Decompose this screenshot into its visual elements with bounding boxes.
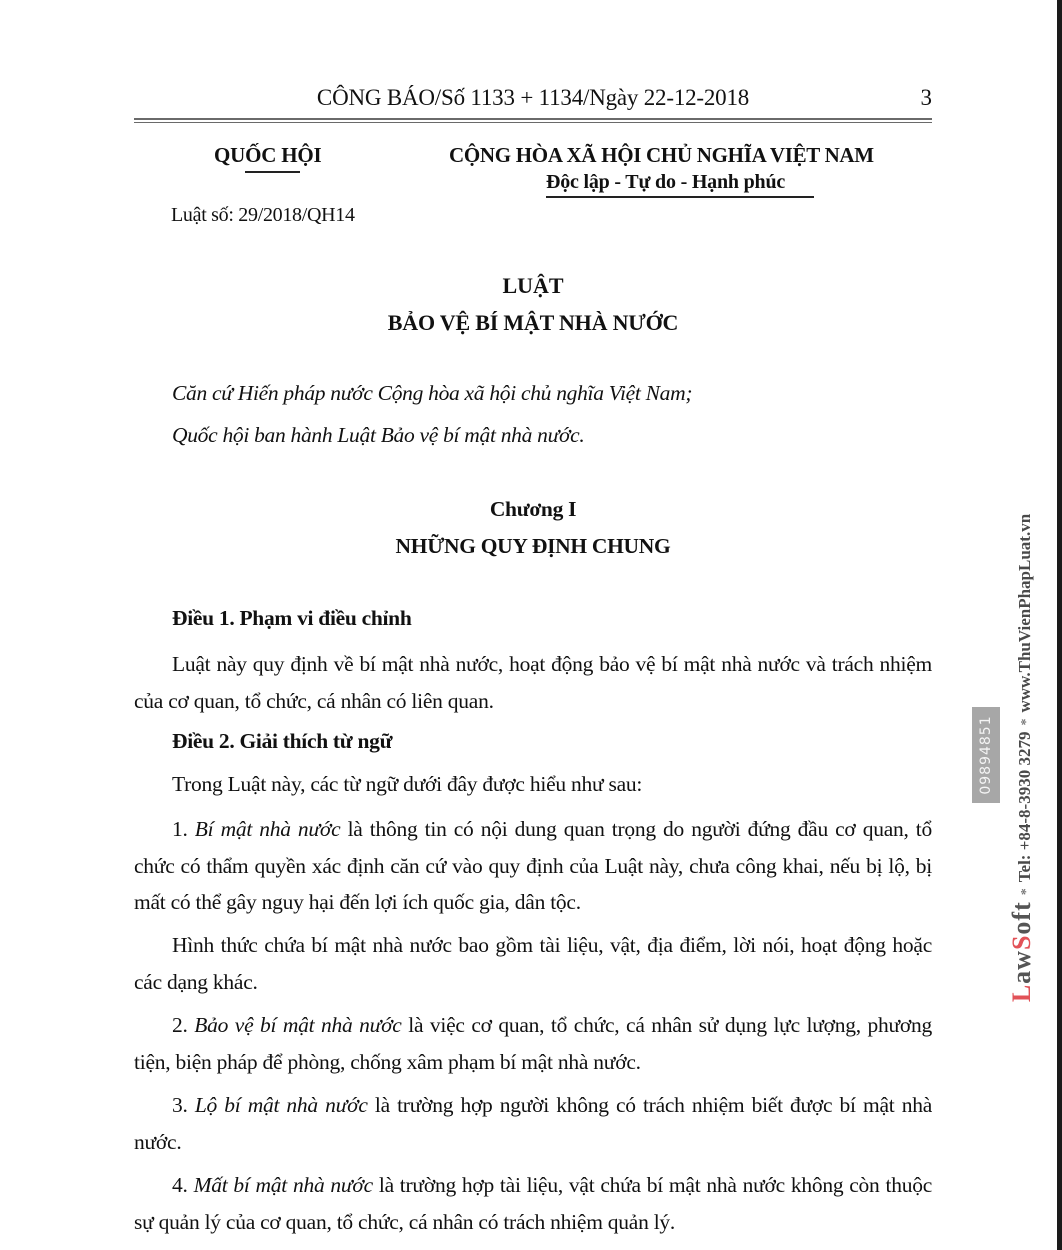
nation-name: CỘNG HÒA XÃ HỘI CHỦ NGHĨA VIỆT NAM <box>449 143 874 167</box>
publisher-phone: Tel: +84-8-3930 3279 <box>1015 731 1034 883</box>
article-paragraph <box>134 646 932 719</box>
definition-number: 4. <box>172 1173 188 1197</box>
brand-logo: LawSoft <box>1007 901 1036 1003</box>
publisher-website: www.ThuVienPhapLuat.vn <box>1015 513 1034 713</box>
window-edge <box>1057 0 1062 1250</box>
document-type-title: LUẬT <box>502 273 564 298</box>
article-heading: Điều 1. Phạm vi điều chỉnh <box>172 606 412 630</box>
preamble-line: Quốc hội ban hành Luật Bảo vệ bí mật nhà nước. <box>172 423 585 447</box>
definition-item <box>134 1167 932 1240</box>
definition-item <box>134 1087 932 1160</box>
law-number: Luật số: 29/2018/QH14 <box>171 204 355 226</box>
definition-item <box>134 811 932 921</box>
publisher-watermark <box>1007 514 1037 1002</box>
nation-motto: Độc lập - Tự do - Hạnh phúc <box>546 171 786 193</box>
definition-item <box>134 1007 932 1080</box>
issuer-name: QUỐC HỘI <box>214 143 322 167</box>
separator-icon: * <box>1019 888 1034 896</box>
paragraph-text: Luật này quy định về bí mật nhà nước, hoạt động bảo vệ bí mật nhà nước và trách nhiệm của cơ quan, tổ chức, cá nhân có liên quan. <box>134 652 932 713</box>
header-double-rule <box>134 118 932 123</box>
definition-note <box>134 927 932 1000</box>
definition-term: Bảo vệ bí mật nhà nước <box>194 1013 402 1037</box>
definition-term: Mất bí mật nhà nước <box>193 1173 373 1197</box>
definition-number: 1. <box>172 817 188 841</box>
definition-text: là việc cơ quan, tổ chức, cá nhân sử dụng lực lượng, phương tiện, biện pháp để phòng, chống xâm phạm bí mật nhà nước. <box>134 1013 933 1074</box>
running-header <box>134 84 932 114</box>
definition-term: Lộ bí mật nhà nước <box>194 1093 368 1117</box>
definition-text: là thông tin có nội dung quan trọng do người đứng đầu cơ quan, tổ chức có thẩm quyền xác định căn cứ vào quy định của Luật này, chưa công khai, nếu bị lộ, bị mất có thể gây nguy hại đến lợi ích quốc gia, dân tộc. <box>134 817 933 914</box>
definition-number: 2. <box>172 1013 188 1037</box>
issuer-underline <box>245 171 300 173</box>
article-heading: Điều 2. Giải thích từ ngữ <box>172 729 393 753</box>
gazette-line: CÔNG BÁO/Số 1133 + 1134/Ngày 22-12-2018 <box>316 85 750 110</box>
definition-text: là trường hợp người không có trách nhiệm biết được bí mật nhà nước. <box>134 1093 932 1154</box>
definition-number: 3. <box>172 1093 188 1117</box>
definition-term: Bí mật nhà nước <box>194 817 341 841</box>
paragraph-text: Trong Luật này, các từ ngữ dưới đây được hiểu như sau: <box>172 772 643 796</box>
page-number: 3 <box>920 85 932 110</box>
chapter-label: Chương I <box>489 497 577 521</box>
article-intro <box>134 766 932 803</box>
document-id-badge <box>972 707 1000 803</box>
document-id: 09894851 <box>978 715 994 795</box>
chapter-title: NHỮNG QUY ĐỊNH CHUNG <box>395 534 671 558</box>
paragraph-text: Hình thức chứa bí mật nhà nước bao gồm tài liệu, vật, địa điểm, lời nói, hoạt động hoặc các dạng khác. <box>134 933 932 994</box>
motto-underline <box>546 196 814 198</box>
separator-icon: * <box>1019 718 1034 726</box>
preamble-line: Căn cứ Hiến pháp nước Cộng hòa xã hội chủ nghĩa Việt Nam; <box>172 381 693 405</box>
document-title: BẢO VỆ BÍ MẬT NHÀ NƯỚC <box>387 310 679 335</box>
definition-text: là trường hợp tài liệu, vật chứa bí mật nhà nước không còn thuộc sự quản lý của cơ quan, tổ chức, cá nhân có trách nhiệm quản lý. <box>134 1173 933 1234</box>
